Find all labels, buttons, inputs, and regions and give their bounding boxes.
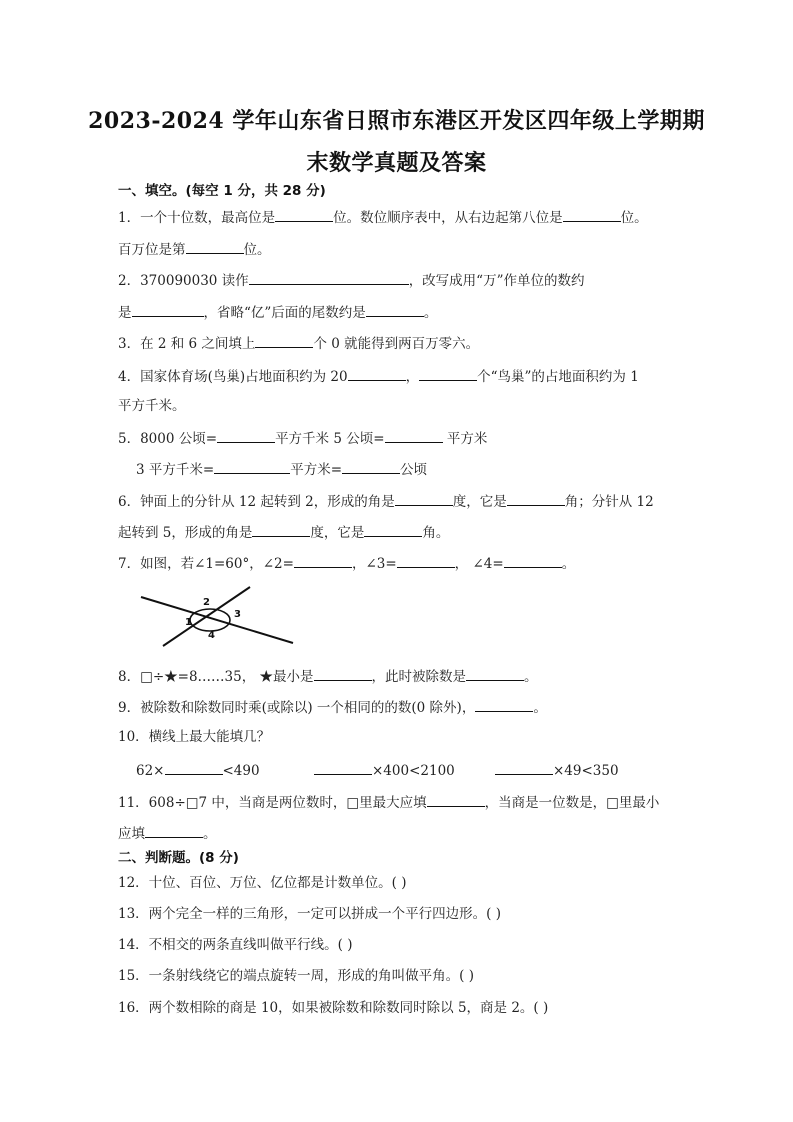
q2-text-d: ，省略“亿”后面的尾数约是 [203,305,366,321]
q1-text-c: 位。 [620,210,648,226]
q11-text-b: ，当商是一位数是，□里最小 [484,795,660,811]
q11-text-c: 应填 [118,826,145,842]
q2-text-a: 2．370090030 读作 [118,273,249,289]
intersecting-lines-figure [138,583,298,649]
q3-blank-1[interactable] [255,333,313,348]
question-10-part-1 [136,760,260,780]
q6-text-e: 度，它是 [310,525,365,541]
q6-blank-2[interactable] [507,491,565,506]
question-2 [118,270,585,290]
q2-text-c: 是 [118,305,132,321]
q4-text-c: 个“鸟巢”的占地面积约为 1 [477,369,639,385]
q4-blank-2[interactable] [419,366,477,381]
question-11 [118,792,659,812]
q9-text-a: 9．被除数和除数同时乘(或除以) 一个相同的的数(0 除外)， [118,700,476,716]
question-4-cont [118,397,186,415]
question-15: 15．一条射线绕它的端点旋转一周，形成的角叫做平角。( ) [118,968,475,984]
angle-label-2: 2 [203,597,210,608]
q5-text-d: 3 平方千米= [136,462,215,478]
q6-text-c: 角；分针从 12 [564,494,654,510]
question-16: 16．两个数相除的商是 10，如果被除数和除数同时除以 5，商是 2。( ) [118,1000,549,1016]
q8-blank-2[interactable] [466,666,524,681]
q1-text-d: 百万位是第 [118,242,186,258]
question-10-part-3 [495,760,619,780]
q10-blank-3[interactable] [495,760,553,775]
question-14: 14．不相交的两条直线叫做平行线。( ) [118,937,353,953]
q5-text-f: 公顷 [400,462,428,478]
q5-text-c: 平方米 [442,431,488,447]
q10-p1-text-b: <490 [222,763,260,779]
q7-blank-1[interactable] [294,553,352,568]
q4-blank-1[interactable] [348,366,406,381]
question-11-cont [118,823,217,843]
q7-text-d: 。 [561,556,576,572]
section-heading-true-false: 二、判断题。(8 分) [118,850,239,866]
question-12: 12．十位、百位、万位、亿位都是计数单位。( ) [118,875,407,891]
question-3 [118,333,479,353]
q5-blank-2[interactable] [385,428,443,443]
q10-p1-text-a: 62× [136,763,165,779]
q1-blank-1[interactable] [275,207,333,222]
q8-blank-1[interactable] [314,666,372,681]
section-heading-fill-in: 一、填空。(每空 1 分，共 28 分) [118,183,326,199]
q3-text-b: 个 0 就能得到两百万零六。 [313,336,480,352]
angle-label-1: 1 [185,617,192,628]
q3-text-a: 3．在 2 和 6 之间填上 [118,336,256,352]
q6-blank-3[interactable] [252,522,310,537]
question-1-cont [118,239,271,259]
q5-text-a: 5．8000 公顷= [118,431,218,447]
question-13: 13．两个完全一样的三角形，一定可以拼成一个平行四边形。( ) [118,906,502,922]
q8-text-c: 。 [524,669,538,685]
q10-blank-1[interactable] [165,760,223,775]
q7-blank-2[interactable] [397,553,455,568]
q6-blank-4[interactable] [364,522,422,537]
question-9 [118,697,547,717]
q6-text-a: 6．钟面上的分针从 12 起转到 2，形成的角是 [118,494,395,510]
q4-text-a: 4．国家体育场(鸟巢)占地面积约为 20 [118,369,348,385]
question-5-cont [136,459,427,479]
q1-text-e: 位。 [243,242,271,258]
q1-text-b: 位。数位顺序表中，从右边起第八位是 [333,210,563,226]
q7-text-b: ，∠3= [351,556,397,572]
q6-text-b: 度，它是 [452,494,507,510]
q2-text-b: ，改写成用“万”作单位的数约 [408,273,585,289]
q5-blank-1[interactable] [217,428,275,443]
q2-blank-1[interactable] [249,270,409,285]
document-title-line2: 末数学真题及答案 [306,150,487,176]
question-4 [118,366,639,386]
q10-text-a: 10．横线上最大能填几？ [118,729,271,745]
q7-text-a: 7．如图，若∠1=60°，∠2= [118,556,294,572]
document-title-line1: 2023-2024 学年山东省日照市东港区开发区四年级上学期期 [88,108,705,134]
question-6-cont [118,522,449,542]
question-8 [118,666,538,686]
q6-text-f: 角。 [422,525,450,541]
question-6 [118,491,654,511]
q5-text-e: 平方米= [290,462,343,478]
question-10 [118,728,270,746]
q9-blank-1[interactable] [475,697,533,712]
q4-text-b: ， [405,369,420,385]
question-1 [118,207,648,227]
question-7 [118,553,575,573]
q11-blank-2[interactable] [145,823,203,838]
q11-text-a: 11．608÷□7 中，当商是两位数时，□里最大应填 [118,795,427,811]
q10-p2-text-b: ×400<2100 [372,763,455,779]
q8-text-a: 8．□÷★=8……35， ★最小是 [118,669,314,685]
q1-text-a: 1．一个十位数，最高位是 [118,210,276,226]
q2-blank-2[interactable] [132,302,204,317]
angle-label-4: 4 [208,630,215,641]
q10-p3-text-b: ×49<350 [553,763,619,779]
q9-text-b: 。 [533,700,547,716]
q2-blank-3[interactable] [366,302,424,317]
question-5 [118,428,487,448]
q6-blank-1[interactable] [395,491,453,506]
q7-text-c: ， ∠4= [454,556,504,572]
q10-blank-2[interactable] [314,760,372,775]
q5-text-b: 平方千米 5 公顷= [275,431,385,447]
q8-text-b: ，此时被除数是 [371,669,467,685]
q1-blank-2[interactable] [563,207,621,222]
question-2-cont [118,302,437,322]
q2-text-e: 。 [423,305,438,321]
q7-blank-3[interactable] [504,553,562,568]
q6-text-d: 起转到 5，形成的角是 [118,525,253,541]
q5-blank-4[interactable] [342,459,400,474]
question-10-part-2 [314,760,455,780]
q11-text-d: 。 [203,826,217,842]
q5-blank-3[interactable] [214,459,290,474]
q11-blank-1[interactable] [427,792,485,807]
q1-blank-3[interactable] [186,239,244,254]
q4-text-d: 平方千米。 [118,398,186,414]
angle-label-3: 3 [234,609,241,620]
